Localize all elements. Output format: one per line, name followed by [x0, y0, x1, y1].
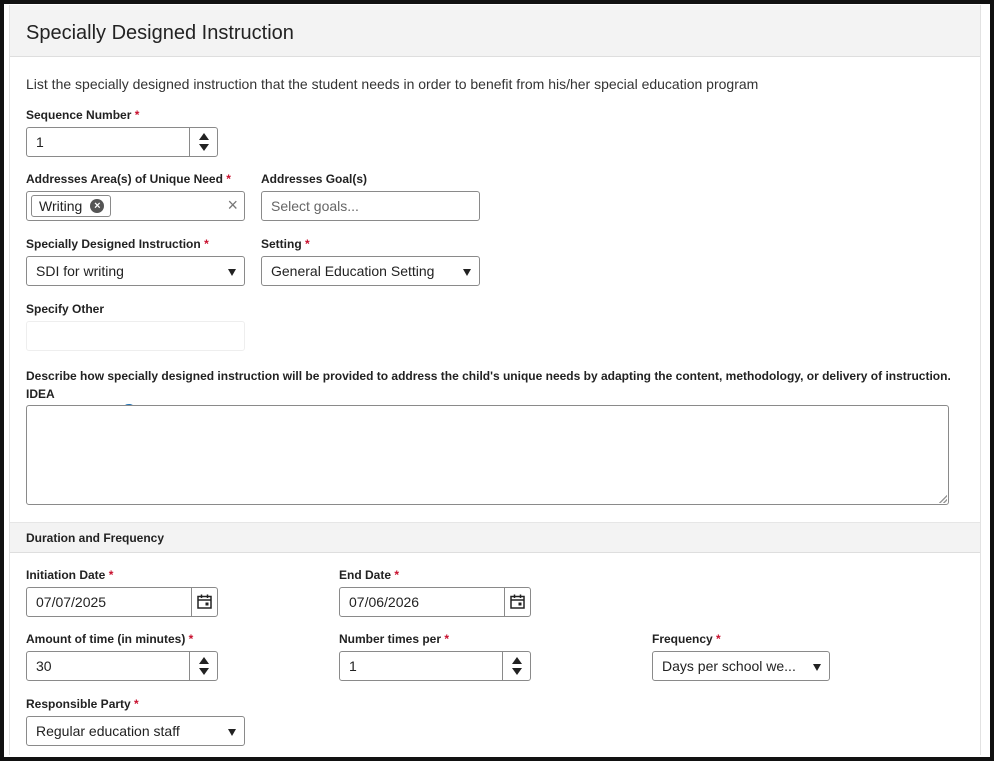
describe-label: Describe how specially designed instruction will be provided to address the child's unique needs by adapting the content, methodology, or delivery of instruction. IDEA — [26, 367, 956, 421]
required-marker: * — [134, 108, 140, 122]
responsible-party-label: Responsible Party * — [26, 697, 139, 711]
goals-placeholder: Select goals... — [271, 198, 359, 214]
required-marker: * — [716, 632, 721, 646]
required-marker: * — [305, 237, 310, 251]
required-marker: * — [394, 568, 400, 582]
clear-selection-icon[interactable]: × — [227, 195, 238, 215]
specify-other-input[interactable] — [26, 321, 245, 351]
initiation-date-input[interactable]: 07/07/2025 — [26, 587, 218, 617]
caret-down-icon — [463, 269, 471, 276]
required-marker: * — [226, 172, 231, 186]
required-marker: * — [134, 697, 139, 711]
setting-select[interactable]: General Education Setting — [261, 256, 480, 286]
required-marker: * — [204, 237, 209, 251]
caret-down-icon — [813, 664, 821, 671]
selected-need-chip: Writing × — [31, 195, 111, 217]
calendar-icon[interactable] — [504, 588, 530, 616]
goals-label: Addresses Goal(s) — [261, 172, 368, 186]
sdi-select[interactable]: SDI for writing — [26, 256, 245, 286]
section-title: Duration and Frequency — [26, 531, 165, 545]
number-times-per-label: Number times per * — [339, 632, 450, 646]
up-down-arrows-icon[interactable] — [189, 128, 217, 156]
sequence-number-label: Sequence Number * — [26, 108, 140, 122]
remove-chip-icon[interactable]: × — [90, 199, 104, 213]
resize-handle-icon[interactable] — [939, 495, 947, 503]
unique-need-label: Addresses Area(s) of Unique Need * — [26, 172, 231, 186]
required-marker: * — [188, 632, 194, 646]
specify-other-label: Specify Other — [26, 302, 105, 316]
end-date-input[interactable]: 07/06/2026 — [339, 587, 531, 617]
page-title: Specially Designed Instruction — [26, 22, 294, 44]
caret-down-icon — [228, 729, 236, 736]
duration-frequency-section — [10, 522, 980, 553]
goals-select[interactable] — [261, 191, 480, 221]
up-down-arrows-icon[interactable] — [502, 652, 530, 680]
sdi-panel — [9, 5, 981, 755]
intro-text: List the specially designed instruction that the student needs in order to benefit from his/her special education program — [26, 76, 759, 92]
amount-of-time-label: Amount of time (in minutes) * — [26, 632, 194, 646]
required-marker: * — [108, 568, 114, 582]
initiation-date-label: Initiation Date * — [26, 568, 114, 582]
sdi-label: Specially Designed Instruction * — [26, 237, 209, 251]
number-times-per-input[interactable]: 1 — [339, 651, 531, 681]
calendar-icon[interactable] — [191, 588, 217, 616]
caret-down-icon — [228, 269, 236, 276]
unique-need-multiselect[interactable] — [26, 191, 245, 221]
frequency-label: Frequency * — [652, 632, 721, 646]
frequency-select[interactable]: Days per school we... — [652, 651, 830, 681]
required-marker: * — [444, 632, 450, 646]
sequence-number-input[interactable]: 1 — [26, 127, 218, 157]
responsible-party-select[interactable]: Regular education staff — [26, 716, 245, 746]
end-date-label: End Date * — [339, 568, 400, 582]
setting-label: Setting * — [261, 237, 310, 251]
amount-of-time-input[interactable]: 30 — [26, 651, 218, 681]
up-down-arrows-icon[interactable] — [189, 652, 217, 680]
describe-textarea[interactable] — [26, 405, 949, 505]
panel-header — [10, 5, 980, 57]
